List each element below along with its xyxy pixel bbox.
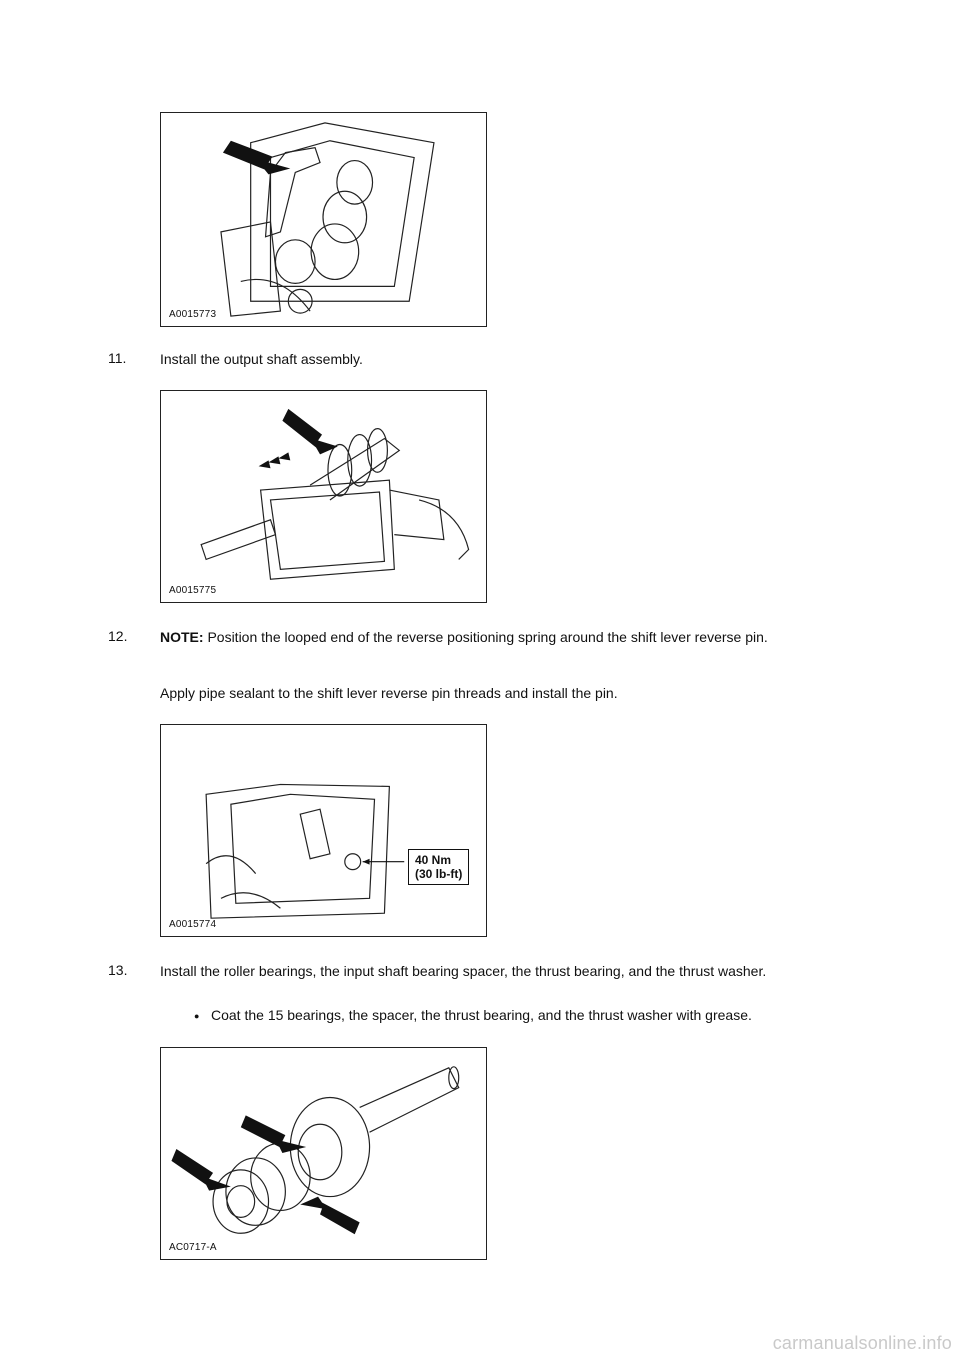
step-13-bullet-text: Coat the 15 bearings, the spacer, the thrust bearing, and the thrust washer with grease. [211, 1007, 752, 1023]
reverse-pin-illustration [161, 725, 486, 936]
step-12-text: Apply pipe sealant to the shift lever reverse pin threads and install the pin. [160, 685, 618, 701]
torque-callout [408, 849, 469, 885]
bullet-icon: ● [194, 1011, 200, 1021]
note-label: NOTE: [160, 629, 204, 645]
figure-reverse-pin [160, 724, 487, 937]
figure-label: A0015775 [169, 585, 217, 596]
step-13-text: Install the roller bearings, the input shaft bearing spacer, the thrust bearing, and the thrust washer. [160, 963, 767, 979]
step-11-text: Install the output shaft assembly. [160, 351, 363, 367]
bearings-illustration [161, 1048, 486, 1259]
step-13-number: 13. [108, 962, 128, 978]
step-12-note [160, 628, 850, 646]
figure-label: A0015773 [169, 309, 217, 320]
figure-label: A0015774 [169, 919, 217, 930]
step-12-number: 12. [108, 628, 128, 644]
figure-label: AC0717-A [169, 1242, 217, 1253]
shift-lever-illustration [161, 113, 486, 326]
torque-lbft: (30 lb-ft) [415, 867, 463, 881]
dashed-arrow-icon [259, 452, 291, 468]
figure-shift-lever [160, 112, 487, 327]
output-shaft-illustration [161, 391, 486, 602]
step-11-number: 11. [108, 350, 127, 366]
arrow-icon [223, 141, 290, 175]
figure-bearings [160, 1047, 487, 1260]
leader-arrow-icon [363, 859, 370, 865]
arrow-icon [282, 409, 337, 455]
watermark: carmanualsonline.info [772, 1333, 952, 1353]
note-text: Position the looped end of the reverse positioning spring around the shift lever reverse pin. [203, 629, 768, 645]
figure-output-shaft [160, 390, 487, 603]
torque-nm: 40 Nm [415, 853, 452, 867]
arrow-icon [300, 1197, 359, 1235]
arrow-icon [171, 1149, 230, 1191]
